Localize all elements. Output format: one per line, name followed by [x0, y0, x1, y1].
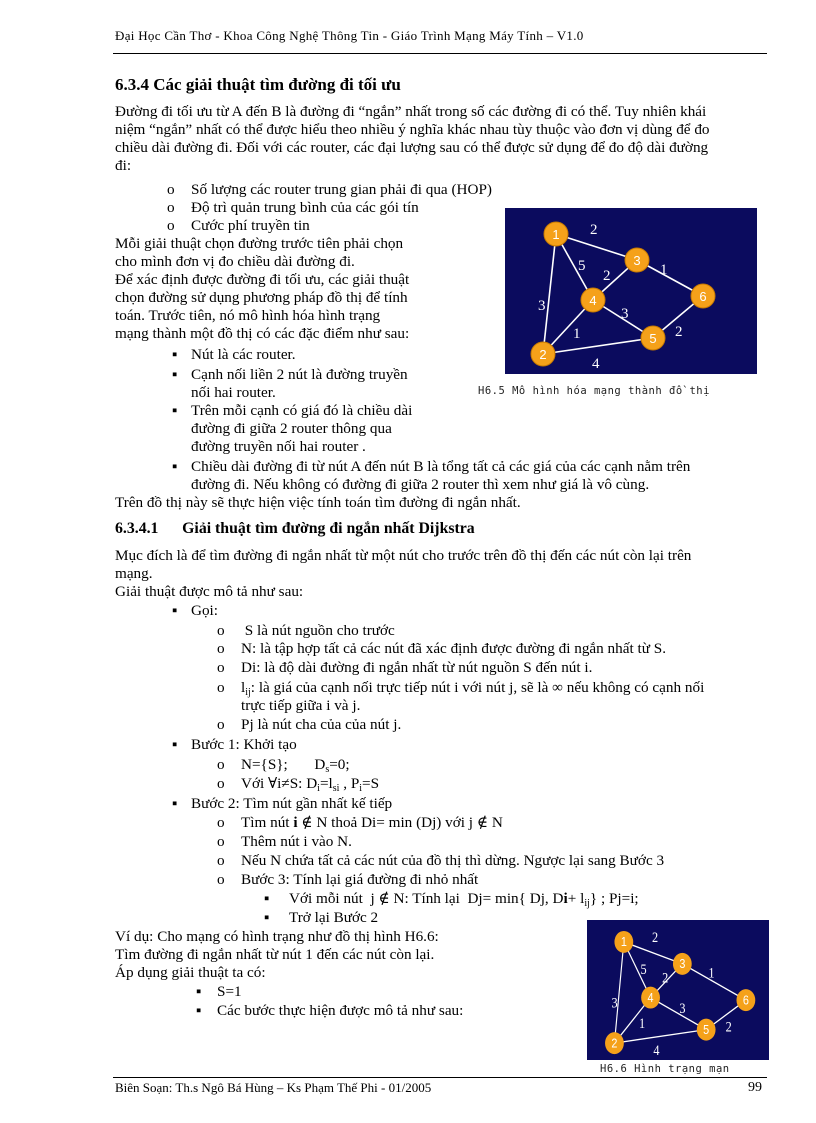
step2-stop: Nếu N chứa tất cả các nút của đồ thị thì dừng. Ngược lại sang Bước 3	[241, 852, 665, 869]
init-di-text: Với ∀i≠S: D	[241, 775, 318, 792]
edge-weight: 3	[679, 999, 686, 1016]
edge-weight: 4	[653, 1042, 660, 1059]
para-line: Để xác định được đường đi tối ưu, các giải thuật	[115, 271, 410, 288]
node-label: 2	[611, 1036, 618, 1051]
para-line: mạng thành một đồ thị có các đặc điểm như sau:	[115, 325, 410, 342]
intro-line: niệm “ngắn” nhất có thể được hiểu theo nhiều ý nghĩa khác nhau tùy thuộc vào đơn vị dùng để đo	[115, 121, 710, 138]
edge-weight: 4	[592, 356, 600, 372]
step2-label: Bước 2: Tìm nút gần nhất kế tiếp	[191, 795, 393, 812]
metric-item: Cước phí truyền tin	[191, 217, 310, 234]
circle-bullet: o	[217, 871, 225, 888]
square-bullet: ▪	[196, 983, 202, 1000]
example-line: Áp dụng giải thuật ta có:	[115, 964, 266, 981]
step2-find-cond: ∉ N thoả Di= min (Dj) với j ∉ N	[297, 814, 503, 831]
circle-bullet: o	[167, 181, 175, 198]
metric-item: Độ trì quản trung bình của các gói tín	[191, 199, 419, 216]
step2-add: Thêm nút i vào N.	[241, 833, 352, 850]
para-line: cho mình đơn vị đo chiều dài đường đi.	[115, 253, 355, 270]
step3-text-b: + l	[567, 890, 585, 907]
def-n: N: là tập hợp tất cả các nút đã xác định được đường đi ngắn nhất từ S.	[241, 640, 666, 657]
desc-line: Giải thuật được mô tả như sau:	[115, 583, 304, 600]
node-label: 2	[539, 347, 547, 362]
circle-bullet: o	[217, 833, 225, 850]
circle-bullet: o	[217, 756, 225, 773]
feature-item: Nút là các router.	[191, 346, 296, 363]
def-s: S là nút nguồn cho trước	[241, 622, 395, 639]
init-n-text: N={S}; D	[241, 756, 326, 773]
example-line: Ví dụ: Cho mạng có hình trạng như đồ thị hình H6.6:	[115, 928, 439, 945]
subsection-title: 6.3.4.1 Giải thuật tìm đường đi ngắn nhất Dijkstra	[115, 520, 475, 537]
edge-weight: 2	[675, 324, 683, 340]
circle-bullet: o	[217, 622, 225, 639]
circle-bullet: o	[217, 775, 225, 792]
circle-bullet: o	[217, 679, 225, 696]
para-line: Mỗi giải thuật chọn đường trước tiên phải chọn	[115, 235, 404, 252]
edge-weight: 1	[660, 262, 668, 278]
edge-weight: 5	[640, 961, 647, 978]
init-p-text: , P	[339, 775, 360, 792]
section-title: 6.3.4 Các giải thuật tìm đường đi tối ưu	[115, 75, 401, 94]
edge-weight: 2	[725, 1018, 732, 1035]
edge-weight: 5	[578, 258, 586, 274]
figure-caption-2: H6.6 Hình trạng mạn	[600, 1063, 730, 1075]
node-label: 1	[620, 935, 627, 950]
para-line: chọn đường sử dụng phương pháp đồ thị để tính	[115, 289, 408, 306]
step2-find-text: Tìm nút	[241, 814, 294, 831]
footer-author: Biên Soạn: Th.s Ngô Bá Hùng – Ks Phạm Thế Phi - 01/2005	[115, 1080, 432, 1095]
init-l-text: =l	[319, 775, 333, 792]
page-number: 99	[748, 1080, 762, 1095]
node-label: 1	[552, 227, 560, 242]
feature-item: Trên mỗi cạnh có giá đó là chiều dài	[191, 402, 413, 419]
init-di: Với ∀i≠S: $D_i=l_{si}$ , $P_i=S$	[241, 775, 380, 794]
edge-weight: 3	[611, 994, 618, 1011]
square-bullet: ▪	[196, 1002, 202, 1019]
square-bullet: ▪	[264, 890, 270, 907]
circle-bullet: o	[217, 814, 225, 831]
node-label: 6	[699, 289, 707, 304]
step3-label: Bước 3: Tính lại giá đường đi nhỏ nhất	[241, 871, 479, 888]
circle-bullet: o	[167, 217, 175, 234]
square-bullet: ▪	[172, 736, 178, 753]
edge-weight: 1	[708, 964, 715, 981]
intro-line: Đường đi tối ưu từ A đến B là đường đi “ngắn” nhất trong số các đường đi có thể. Tuy nhiên khái	[115, 103, 707, 120]
header-rule	[113, 53, 767, 54]
intro-line: đi:	[115, 157, 132, 174]
step3-back: Trở lại Bước 2	[289, 909, 379, 926]
init-s-text: =S	[362, 775, 380, 792]
circle-bullet: o	[217, 659, 225, 676]
step3-text-a: Với mỗi nút j ∉ N: Tính lại Dj= min{ Dj, D	[289, 890, 564, 907]
purpose-line: mạng.	[115, 565, 153, 582]
intro-line: chiều dài đường đi. Đối với các router, các đại lượng sau có thể được sử dụng để đo độ dài đường	[115, 139, 709, 156]
edge-weight: 1	[573, 326, 581, 342]
circle-bullet: o	[167, 199, 175, 216]
node-label: 5	[703, 1023, 710, 1038]
metric-item: Số lượng các router trung gian phải đi qua (HOP)	[191, 181, 492, 198]
node-label: 3	[633, 253, 641, 268]
square-bullet: ▪	[172, 402, 178, 419]
para-line: toán. Trước tiên, nó mô hình hóa hình trạng	[115, 307, 381, 324]
feature-item: Chiều dài đường đi từ nút A đến nút B là tổng tất cả các giá của các cạnh nằm trên	[191, 458, 691, 475]
init-d-text: =0;	[329, 756, 350, 773]
square-bullet: ▪	[172, 366, 178, 383]
edge-weight: 3	[538, 298, 546, 314]
edge-weight: 2	[590, 222, 598, 238]
network-graph-figure-2	[587, 920, 769, 1060]
init-n: N={S}; $D_s=0$;	[241, 756, 350, 775]
step1-label: Bước 1: Khởi tạo	[191, 736, 297, 753]
circle-bullet: o	[217, 716, 225, 733]
node-label: 6	[742, 993, 749, 1008]
example-line: Tìm đường đi ngắn nhất từ nút 1 đến các nút còn lại.	[115, 946, 435, 963]
circle-bullet: o	[217, 852, 225, 869]
def-pj: Pj là nút cha của của nút j.	[241, 716, 402, 733]
closing-line: Trên đồ thị này sẽ thực hiện việc tính toán tìm đường đi ngắn nhất.	[115, 494, 521, 511]
page-header: Đại Học Cần Thơ - Khoa Công Nghệ Thông Tin - Giáo Trình Mạng Máy Tính – V1.0	[115, 28, 584, 43]
def-di: Di: là độ dài đường đi ngắn nhất từ nút nguồn S đến nút i.	[241, 659, 593, 676]
figure-caption: H6.5 Mô hình hóa mạng thành đồ thị	[478, 385, 710, 397]
example-item: Các bước thực hiện được mô tả như sau:	[217, 1002, 464, 1019]
edge-weight: 2	[603, 268, 611, 284]
step3-recompute: Với mỗi nút j ∉ N: Tính lại Dj= min{ Dj, $Di+ l_{ij}$} ; Pj=i;	[289, 890, 639, 909]
edge-weight: 2	[662, 969, 669, 986]
square-bullet: ▪	[172, 346, 178, 363]
edge-weight: 3	[621, 306, 629, 322]
def-lij-cont: trực tiếp giữa i và j.	[241, 697, 361, 714]
square-bullet: ▪	[172, 795, 178, 812]
square-bullet: ▪	[172, 602, 178, 619]
circle-bullet: o	[217, 640, 225, 657]
feature-item: đường truyền nối hai router .	[191, 438, 366, 455]
node-label: 3	[679, 957, 686, 972]
def-lij-text: : là giá của cạnh nối trực tiếp nút i với nút j, sẽ là ∞ nếu không có cạnh nối	[250, 679, 705, 696]
feature-item: đường đi. Nếu không có đường đi giữa 2 router thì xem như giá là vô cùng.	[191, 476, 650, 493]
feature-item: nối hai router.	[191, 384, 276, 401]
goi-label: Gọi:	[191, 602, 219, 619]
footer-rule	[113, 1077, 767, 1078]
step2-find: Tìm nút i ∉ N thoả Di= min (Dj) với j ∉ N	[241, 814, 503, 831]
node-label: 4	[589, 293, 597, 308]
square-bullet: ▪	[264, 909, 270, 926]
square-bullet: ▪	[172, 458, 178, 475]
purpose-line: Mục đích là để tìm đường đi ngắn nhất từ một nút cho trước trên đồ thị đến các nút còn lại trên	[115, 547, 692, 564]
network-graph-figure	[505, 208, 757, 374]
step3-text-c: } ; Pj=i;	[589, 890, 639, 907]
edge-weight: 1	[639, 1015, 646, 1032]
edge-weight: 2	[652, 929, 659, 946]
feature-item: đường đi giữa 2 router thông qua	[191, 420, 392, 437]
def-lij: $l_{ij}$: là giá của cạnh nối trực tiếp nút i với nút j, sẽ là ∞ nếu không có cạnh nối	[241, 679, 705, 698]
node-label: 4	[647, 991, 654, 1006]
node-label: 5	[649, 331, 657, 346]
example-item: S=1	[217, 983, 242, 1000]
feature-item: Cạnh nối liền 2 nút là đường truyền	[191, 366, 408, 383]
